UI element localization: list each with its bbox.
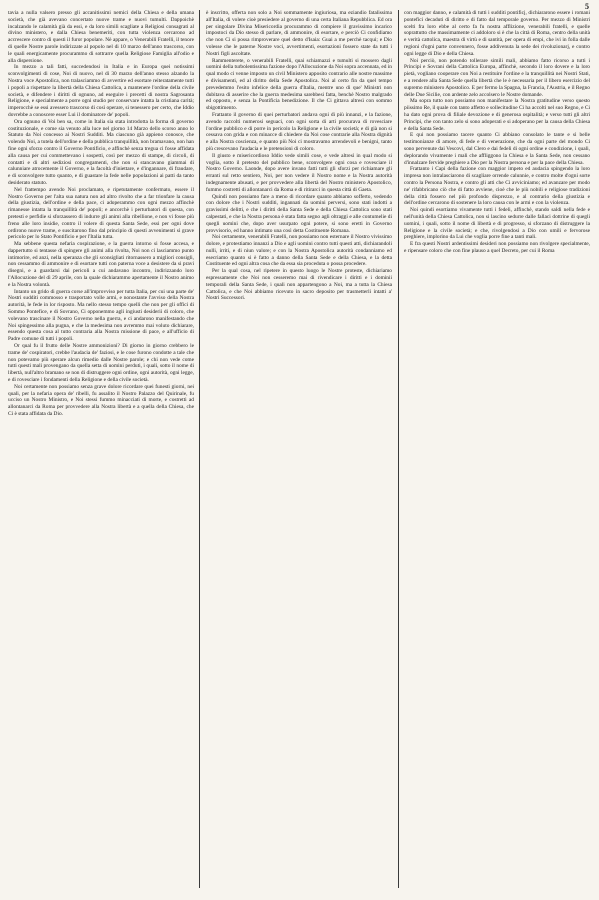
- paragraph: Il giusto e misericordioso Iddio vede simili cose, e vede altresì in qual modo si voglia, sotto il pretesto del pubblico bene, sconvolgere ogni cosa e rovesciare il Nostro Governo. Laonde, dopo avere invano fatti tutti gli sforzi per richiamare gli erranti sul retto sentiero, Noi, per non vedere il Nostro nome e la Nostra autorità indegnamente abusati, e per provvedere alla libertà del Nostro ministero Apostolico, fummo costretti di allontanarci da Roma e di ritirarci in questa città di Gaeta.: [206, 152, 392, 193]
- paragraph: tavia a nulla valsero presso gli accanitissimi nemici della Chiesa e della umana società, che già avevano concertato nuove trame e nuovi tumulti. Dappoichè incalzando le calamità già da essi, e da loro simili scagliate a Religiosi consagrati al divino ministero, e dalla Chiesa benemeriti, con tutta violenza cercarono ad accrescere contro di questi il furor popolare. Nè appare, o Venerabili Fratelli, il tenore di quelle Nostre parole indirizzate al popolo nel di 10 marzo dell'anno trascorso, con le quali energicamente procurammo di sottrarre quella Religiose Famiglia all'odio e alla dispersione.: [8, 10, 194, 64]
- paragraph: Quindi non possiamo fare a meno di ricordare quanto abbiamo sofferto, vedendo con dolore che i Nostri sudditi, ingannati da uomini perversi, sono stati indotti a gravissimi delitti, e che i diritti della Santa Sede e della Chiesa Cattolica sono stati calpestati, e che la Nostra persona è stata fatta segno agli oltraggi e alle contumelie di quegli uomini che, dopo aver usurpato ogni potere, si sono eretti in Governo provvisorio, ed hanno intimato una così detta Costituente Romana.: [206, 193, 392, 234]
- page-number: 5: [585, 2, 589, 11]
- paragraph: Noi quindi esortiamo vivamente tutti i fedeli, affinchè, stando saldi nella fede e nell'unità della Chiesa Cattolica, non si lascino sedurre dalle fallaci dottrine di quegli uomini, i quali, sotto il nome di libertà e di progresso, si sforzano di distruggere la Religione e la civile società; e che, rivolgendosi a Dio con umili e fervorose preghiere, implorino da Lui che voglia porre fine a tanti mali.: [404, 207, 590, 241]
- paragraph: Rammenterete, o venerabili Fratelli, quai schiamazzi e tumulti si mossero dagli uomini della turbolentissima fazione dopo l'Allocuzione da Noi sopra accennata, ed in qual modo ci venne imposto un civil Ministero apposito contrario alle nostre massime e divisamenti, ed al diritto della Sede Apostolica. Noi al certo fin da quel tempo prevedemmo l'esito infelice della guerra d'Italia, mentre uno di que' Ministri non dubitava di asserire che la guerra medesima sarebbesi fatta, benchè Nostro malgrado ed opposto, e senza la Pontificia benedizione. Il che Ci gittava altresì con sommo sbigottimento.: [206, 57, 392, 112]
- paragraph: Frattanto il governo di quei perturbatori andava ogni dì più innanzi, e la fazione, avendo raccolti numerosi seguaci, con ogni sorta di arti procurava di rovesciare l'ordine pubblico e di porre in pericolo la Religione e la civile società; e di già non si cessava con grida e con minacce di chiedere da Noi cose contrarie alla Nostra dignità e alla Nostra coscienza, e quanto più Noi ci mostravamo arrendevoli e benigni, tanto più crescevano l'audacia e le pretensioni di coloro.: [206, 111, 392, 152]
- paragraph: Nel frattempo avendo Noi proclamato, e ripetutamente confermato, essere il Nostro Governo per l'alta sua natura non ad altro rivolto che a far trionfare la causa della giustizia, dell'ordine e della pace, ci adoperammo con ogni mezzo affinchè rimanesse intatta la tranquillità de' popoli; e ancorchè i perturbatori di questa, con pretesti e perfidie si sforzassero di indurre gli animi alla ribellione, e non vi fosse più freno alle loro insidie, contro il volere di questa Santa Sede, essi per ogni dove ordirono nuove trame, e suscitarono fino dal principio di questi avvenimenti sì grave pericolo per lo Stato Pontificio e per l'Italia tutta.: [8, 186, 194, 241]
- column-divider: [199, 10, 200, 888]
- column-divider: [398, 10, 399, 888]
- paragraph: E fra questi Nostri ardentissimi desideri non possiamo non rivolgere specialmente, e ripensare coloro che con fine plauso a quel Decreto, per cui il Roma: [404, 241, 590, 254]
- paragraph: Noi certamente, venerabili Fratelli, non possiamo non esternare il Nostro vivissimo dolore, e protestiamo innanzi a Dio e agli uomini contro tutti questi atti, dichiarandoli nulli, irriti, e di niun valore; e con la Nostra Apostolica autorità condanniamo ed esecriamo quanto si è fatto a danno della Santa Sede e della Chiesa, e la detta Costituente ed ogni altra cosa che da essa sia proceduta o possa procedere.: [206, 234, 392, 268]
- paragraph: con maggior danno, e calamità di tutti i sudditi pontificj, dichiararono essere i romani pontefici decaduti di diritto e di fatto dal temporale governo. Per mezzo di Ministri scelti fra loro ebbe al certo fa fu nostra afflizione, venerabili fratelli, e quelle soprattutto che massimamente ci addoloro si è che la città di Roma, centro della unità e verità cattolica, maestra di virtù e di santità, per opera di empi, che ivi in folla dalle regioni d'ogni parte convennero, fosse addivenuta la sede dei rivoluzionarj, e contro ogni legge di Dio e della Chiesa.: [404, 10, 590, 57]
- paragraph: Per la qual cosa, nel ripetere in questo luogo le Nostre proteste, dichiariamo espressamente che Noi non cesseremo mai di rivendicare i diritti e i dominii temporali della Santa Sede, i quali non appartengono a Noi, ma a tutta la Chiesa Cattolica, e che Noi abbiamo ricevuto in sacro deposito per trasmetterli intatti a' Nostri Successori.: [206, 268, 392, 302]
- paragraph: Noi certamente non possiamo senza grave dolore ricordare quei funesti giorni, nei quali, per la nefaria opera de' ribelli, fu assalito il Nostro Palazzo del Quirinale, fu ucciso un Nostro Ministro, e Noi stessi fummo minacciati di morte, e costretti ad allontanarci da Roma per provvedere alla Nostra libertà e a quella della Chiesa, che Ci è stata affidata da Dio.: [8, 383, 194, 418]
- paragraph: Or qual fu il frutto delle Nostre ammonizioni? Di giorno in giorno crebbero le trame de' cospiratori, crebbe l'audacia de' faziosi, e le cose furono condotte a tale che non potevamo più sperare alcun rimedio dalle Nostre parole; e chi non vede come tutti questi mali provengano da quella setta di uomini perduti, i quali, sotto il nome di libertà, null'altro bramano se non di distruggere ogni ordine, ogni autorità, ogni legge, e di rovesciare i fondamenti della Religione e della civile società.: [8, 343, 194, 384]
- text-column-1: [8, 10, 194, 888]
- paragraph: Ma sebbene questa nefaria cospirazione, e la guerra intorno si fosse accesa, e dappertutto si tentasse di spingere gli animi alla rivolta, Noi non ci lasciammo punto intimorire, ed anzi, nella speranza che gli sconsigliati ritornassero a migliori consigli, non cessammo di ammonire e di esortare tutti con paterna voce a desistere da si pravi disegni, e a guardarsi dai pericoli a cui andavano incontro, indirizzando loro l'Allocuzione del dì 29 aprile, con la quale dichiarammo apertamente il Nostro animo e la Nostra volontà.: [8, 241, 194, 288]
- paragraph: Ora ognuno di Voi ben sa, come in Italia sia stata introdotta la forma di governo costituzionale, e come sia venuto alla luce nel giorno 14 Marzo dello scorso anno lo Statuto da Noi concesso ai Nostri Sudditi. Ma ciascuno già appieno conosce, che volendo Noi, a tutela dell'ordine e della pubblica tranquillità, non bramavano, non han fine ogni sforzo contro il Governo Pontificio, e affinchè senza tregua ci fosse affidata alla causa per cui commettevano i sospetti, così per mezzo di stampe, di circoli, di contatti e di altri sediziosi congregamenti, che non si stancavano giammai di calunniare atrocemente il Governo, e la facoltà d'iniettare, e d'ingannare, di fraudare, e di sconvolgere tutto quanto, e di guastare la fede nelle popolazioni ai patti da tanto desiderato statuto.: [8, 118, 194, 186]
- paragraph: Noi perciò, non potendo tollerare simili mali, abbiamo fatto ricorso a tutti i Principi e Sovrani della Cattolica Europa, affinchè, secondo il loro dovere e la loro pietà, vogliano cooperare con Noi a restituire l'ordine e la tranquillità nei Nostri Stati, e a rendere alla Santa Sede quella libertà che le è necessaria per il libero esercizio del supremo ministero Apostolico. E per fermo la Spagna, la Francia, l'Austria, e il Regno delle Due Sicilie, con ardente zelo accolsero le Nostre domande.: [404, 57, 590, 98]
- paragraph: è inscritto, offerta non solo a Noi sommamente ingiuriosa, ma eziandio fatalissima all'Italia, di volere cioè presiedere al governo di una certa Italiana Repubblica. Ed ora per singolare Divina Misericordia procurammo di compiere il gravissimo incarico impostoci da Dio stesso di parlare, di ammonire, di esortare, e perciò Ci confidiamo che non Ci si possa rimproverare quel detto d'Isaia: Guai a me perchè tacqui; e Dio volesse che le paterne Nostre voci, avvertimenti, esortazioni fossero state da tutti i Nostri figli ascoltate.: [206, 10, 392, 57]
- paragraph: E qui non possiamo tacere quanto Ci abbiano consolato le tante e sì belle testimonianze di amore, di fede e di venerazione, che da ogni parte del mondo Ci sono pervenute dai Vescovi, dal Clero e dai fedeli di ogni ordine e condizione, i quali, deplorando vivamente i mali che affliggono la Chiesa e la Santa Sede, non cessano d'innalzare fervide preghiere a Dio per la Nostra persona e per la pace della Chiesa.: [404, 132, 590, 166]
- paragraph: Ma sopra tutto non possiamo non manifestare la Nostra gratitudine verso questo piissimo Re, il quale con tanto affetto e sollecitudine Ci ha accolti nel suo Regno, e Ci ha dato ogni prova di filiale devozione e di generosa ospitalità; e verso tutti gli altri Principi, che con tanto zelo si sono adoperati e si adoperano per la causa della Chiesa e della Santa Sede.: [404, 98, 590, 132]
- text-column-2: [206, 10, 392, 888]
- text-column-3: [404, 10, 590, 888]
- paragraph: Frattanto i Capi della fazione con maggior impeto ed audacia spingendo la loro impresa non intralasciarono di scagliare orrende calunnie, e contro molte d'ogni sorte contro la Persona Nostra, e contro gli atti che Ci avviciniamo; ed avanzare per modo ne' rifabbricano ciò che di fatto avviene, cioè che le più nobili e religiose tradizioni della città fossero nel più profondo disprezzo, e al contrario della giustizia e dell'ordine cercarono di sostenere la loro causa con le armi e con la violenza.: [404, 166, 590, 207]
- paragraph: In mezzo a tali fatti, succedendosi in Italia e in Europa quei notissimi sconvolgimenti di cose, Noi di nuovo, nel dì 30 marzo dell'anno stesso alzando la Nostra voce Apostolica, non tralasciammo di avvertire ed esortare reiteratamente tutti i popoli a rispettare la libertà della Chiesa Cattolica, a mantenere l'ordine della civile società, e difendere i diritti di ognuno, ad eseguire i precetti di nostra Sagrosanta Religione, e specialmente a porre ogni studio per conservare intatta la cristiana carità; imperocchè se essi avessero trascorso di così operare, si tenessero per certo, che Iddio dovrebbe a conoscere esser Lui il dominatore de' popoli.: [8, 64, 194, 118]
- paragraph: Intanto un grido di guerra corse all'improvviso per tutta Italia, per cui una parte de' Nostri sudditi commosso e trasportato volle armi, e nonostante l'avviso della Nostra autorità, le fede in lor risposto. Ma nello stesso tempo quelli che non per gli offici di Sommo Pontefice, e di Sovrano, Ci opponemmo agli ingiusti desiderii di coloro, che volevano trascinare il Nostro Governo nella guerra, e ci andarono manifestando che Noi spingessimo alla pugna, e che la medesima non avremmo mai voluto dichiarare, essendo questa cosa al tutto contraria alla Nostra missione di pace, e all'ufficio di Padre comune di tutti i popoli.: [8, 288, 194, 343]
